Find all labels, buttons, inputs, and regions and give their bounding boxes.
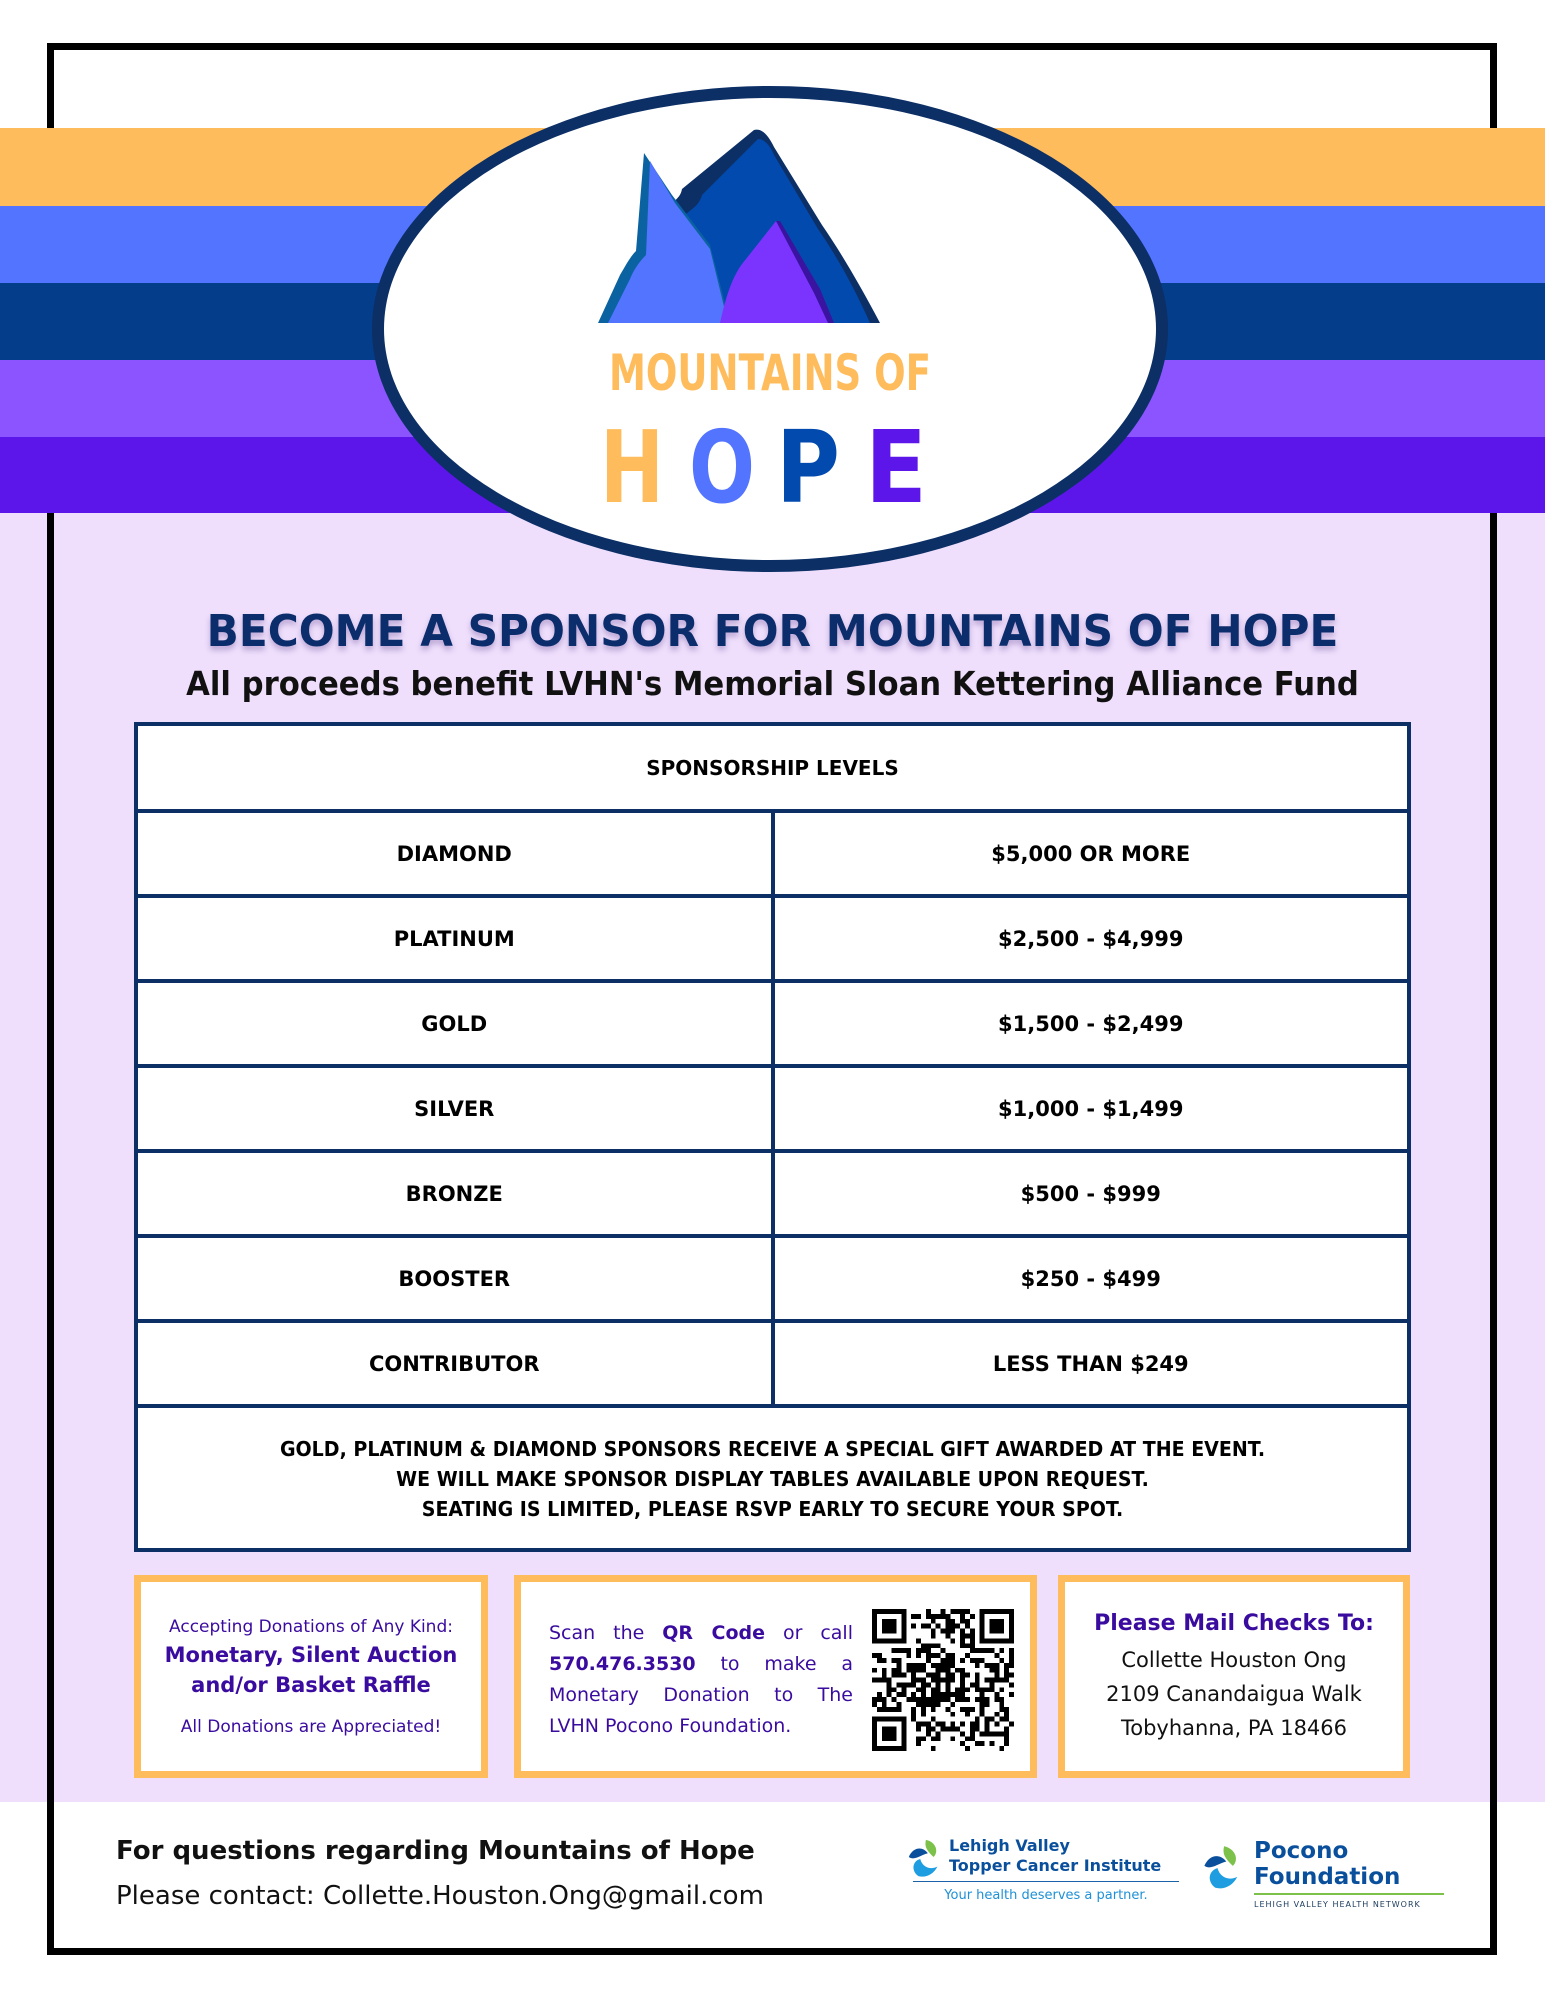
mountains-of-hope-logo: [560, 125, 980, 526]
amount-cell: $1,500 - $2,499: [998, 1011, 1184, 1036]
donations-intro: Accepting Donations of Any Kind:: [169, 1616, 453, 1637]
donation-kinds-line2: and/or Basket Raffle: [191, 1672, 431, 1697]
table-row: [138, 1068, 1407, 1153]
footer-contact[interactable]: Please contact: Collette.Houston.Ong@gmail.com: [116, 1881, 764, 1911]
qr-instructions: [549, 1618, 853, 1742]
qr-donation-box: [514, 1575, 1037, 1778]
level-cell: CONTRIBUTOR: [138, 1323, 775, 1404]
table-row: [138, 1238, 1407, 1323]
pf-divider: [1254, 1893, 1444, 1895]
table-heading: SPONSORSHIP LEVELS: [138, 726, 1407, 813]
qr-modules: [872, 1609, 1014, 1751]
logo-letter-h: H: [600, 409, 664, 526]
qr-text-3: to make a Monetary Donation to The LVHN Pocono Foundation.: [549, 1653, 853, 1737]
lehigh-valley-topper-logo: [905, 1836, 1187, 1920]
page-subtitle: All proceeds benefit LVHN's Memorial Sloan Kettering Alliance Fund: [186, 664, 1359, 703]
qr-text-2: or call: [765, 1622, 853, 1644]
phone-number[interactable]: 570.476.3530: [549, 1653, 696, 1675]
level-cell: DIAMOND: [138, 813, 775, 894]
donations-thanks: All Donations are Appreciated!: [180, 1716, 442, 1737]
table-row: [138, 813, 1407, 898]
lvhn-leaf-icon: [905, 1838, 945, 1878]
sponsorship-table: [134, 722, 1411, 1552]
pf-name: [1254, 1838, 1450, 1890]
table-row: [138, 898, 1407, 983]
table-row: [138, 1153, 1407, 1238]
table-row: [138, 983, 1407, 1068]
mail-city: Tobyhanna, PA 18466: [1120, 1715, 1348, 1740]
page-title: BECOME A SPONSOR FOR MOUNTAINS OF HOPE: [206, 606, 1339, 657]
mail-title: Please Mail Checks To:: [1094, 1610, 1374, 1636]
amount-cell: $5,000 OR MORE: [991, 841, 1191, 866]
level-cell: BOOSTER: [138, 1238, 775, 1319]
donation-kinds-line1: Monetary, Silent Auction: [164, 1642, 458, 1667]
pf-tagline: LEHIGH VALLEY HEALTH NETWORK: [1254, 1900, 1421, 1909]
logo-text-line1: MOUNTAINS OF: [609, 344, 931, 402]
donation-kinds: [165, 1640, 458, 1700]
note-line: SEATING IS LIMITED, PLEASE RSVP EARLY TO SECURE YOUR SPOT.: [421, 1497, 1124, 1521]
mail-name: Collette Houston Ong: [1121, 1647, 1347, 1672]
note-line: GOLD, PLATINUM & DIAMOND SPONSORS RECEIVE A SPECIAL GIFT AWARDED AT THE EVENT.: [279, 1437, 1266, 1461]
table-row: [138, 1323, 1407, 1408]
level-cell: BRONZE: [138, 1153, 775, 1234]
level-cell: PLATINUM: [138, 898, 775, 979]
level-cell: SILVER: [138, 1068, 775, 1149]
footer-question: For questions regarding Mountains of Hope: [116, 1836, 755, 1866]
ltci-tagline: Your health deserves a partner.: [944, 1888, 1148, 1903]
amount-cell: $250 - $499: [1020, 1266, 1161, 1291]
mail-street: 2109 Canandaigua Walk: [1106, 1681, 1362, 1706]
mountain-icon: [598, 130, 880, 323]
pf-line1: Pocono: [1254, 1838, 1349, 1864]
logo-letter-e: E: [865, 409, 927, 526]
table-notes: [170, 1408, 1376, 1550]
amount-cell: LESS THAN $249: [992, 1351, 1189, 1376]
qr-code-label: QR Code: [662, 1622, 766, 1644]
qr-text-1: Scan the: [549, 1622, 663, 1644]
mail-checks-box: [1058, 1575, 1410, 1778]
level-cell: GOLD: [138, 983, 775, 1064]
amount-cell: $500 - $999: [1020, 1181, 1161, 1206]
donations-box: [134, 1575, 488, 1778]
ltci-divider: [913, 1881, 1179, 1882]
pocono-leaf-icon: [1200, 1844, 1246, 1890]
qr-code[interactable]: [872, 1609, 1014, 1751]
ltci-name: [949, 1836, 1187, 1876]
amount-cell: $2,500 - $4,999: [998, 926, 1184, 951]
ltci-line2: Topper Cancer Institute: [949, 1856, 1162, 1875]
pf-line2: Foundation: [1254, 1864, 1401, 1890]
note-line: WE WILL MAKE SPONSOR DISPLAY TABLES AVAILABLE UPON REQUEST.: [396, 1467, 1149, 1491]
pocono-foundation-logo: [1200, 1838, 1452, 1922]
logo-letter-p: P: [776, 409, 840, 526]
ltci-line1: Lehigh Valley: [949, 1836, 1070, 1855]
logo-letter-o: O: [689, 409, 755, 526]
amount-cell: $1,000 - $1,499: [998, 1096, 1184, 1121]
